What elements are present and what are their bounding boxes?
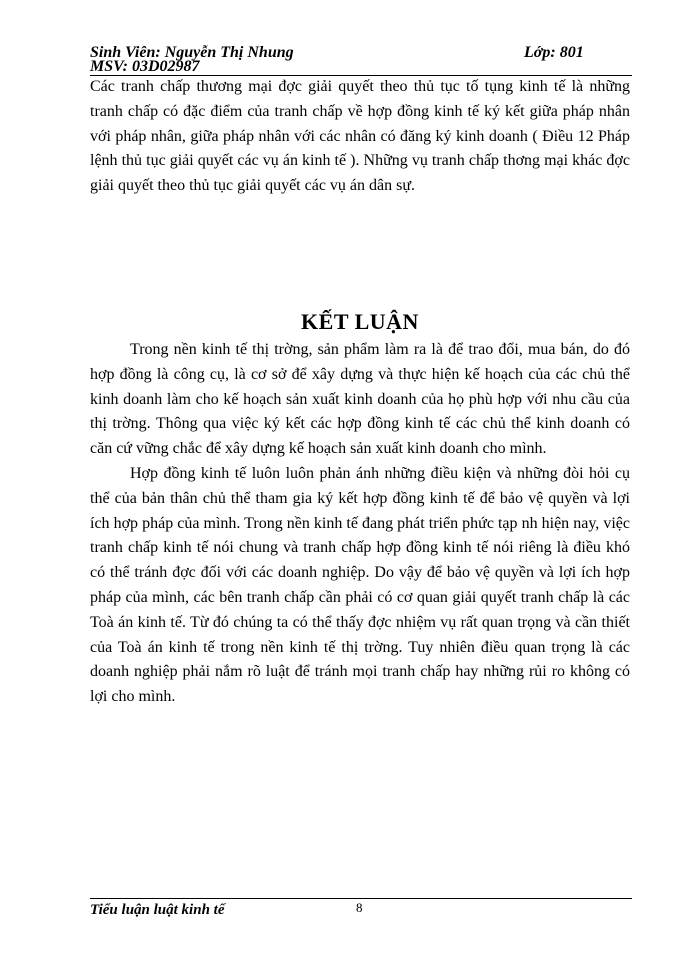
intro-paragraph: Các tranh chấp thương mại đợc giải quyết theo thủ tục tố tụng kinh tế là những tranh chấp có đặc điểm của tranh chấp về hợp đồng kinh tế ký kết giữa pháp nhân với pháp nhân, giữa pháp nhân với các nhân có đăng ký kinh doanh ( Điều 12 Pháp lệnh thủ tục giải quyết các vụ án kinh tế ). Những vụ tranh chấp thơng mại khác đợc giải quyết theo thủ tục giải quyết các vụ án dân sự.	[90, 78, 630, 195]
footer-divider	[90, 898, 632, 899]
student-name: Sinh Viên: Nguyễn Thị Nhung	[90, 44, 294, 61]
document-body	[90, 75, 630, 710]
conclusion-paragraph-2: Hợp đồng kinh tế luôn luôn phản ánh những điều kiện và những đòi hỏi cụ thể của bản thân chủ thể tham gia ký kết hợp đồng kinh tế để bảo vệ quyền và lợi ích hợp pháp của mình. Trong nền kinh tế đang phát triển phức tạp nh hiện nay, việc tranh chấp kinh tế nói chung và tranh chấp hợp đồng kinh tế nói riêng là điều khó có thể tránh đợc đối với các doanh nghiệp. Do vậy để bảo vệ quyền và lợi ích hợp pháp của mình, các bên tranh chấp cần phải có cơ quan giải quyết tranh chấp là các Toà án kinh tế. Từ đó chúng ta có thể thấy đợc nhiệm vụ rất quan trọng và cần thiết của Toà án kinh tế trong nền kinh tế thị trờng. Tuy nhiên điều quan trọng là các doanh nghiệp phải nắm rõ luật để tránh mọi tranh chấp hay những rủi ro không có lợi cho mình.	[90, 464, 630, 706]
conclusion-paragraph-1: Trong nền kinh tế thị trờng, sản phẩm làm ra là để trao đổi, mua bán, do đó hợp đồng là công cụ, là cơ sở để xây dựng và thực hiện kế hoạch của các chủ thể kinh doanh làm cho kế hoạch sản xuất kinh doanh của họ phù hợp với nhu cầu của thị trờng. Thông qua việc ký kết các hợp đồng kinh tế các chủ thể kinh doanh có căn cứ vững chắc để xây dựng kế hoạch sản xuất kinh doanh cho mình.	[90, 340, 630, 458]
class-label: Lớp: 801	[524, 44, 584, 61]
student-id: MSV: 03D02987	[90, 58, 200, 75]
page-number: 8	[356, 900, 363, 915]
footer-title: Tiểu luận luật kinh tế	[90, 902, 225, 918]
section-title: KẾT LUẬN	[301, 308, 419, 334]
